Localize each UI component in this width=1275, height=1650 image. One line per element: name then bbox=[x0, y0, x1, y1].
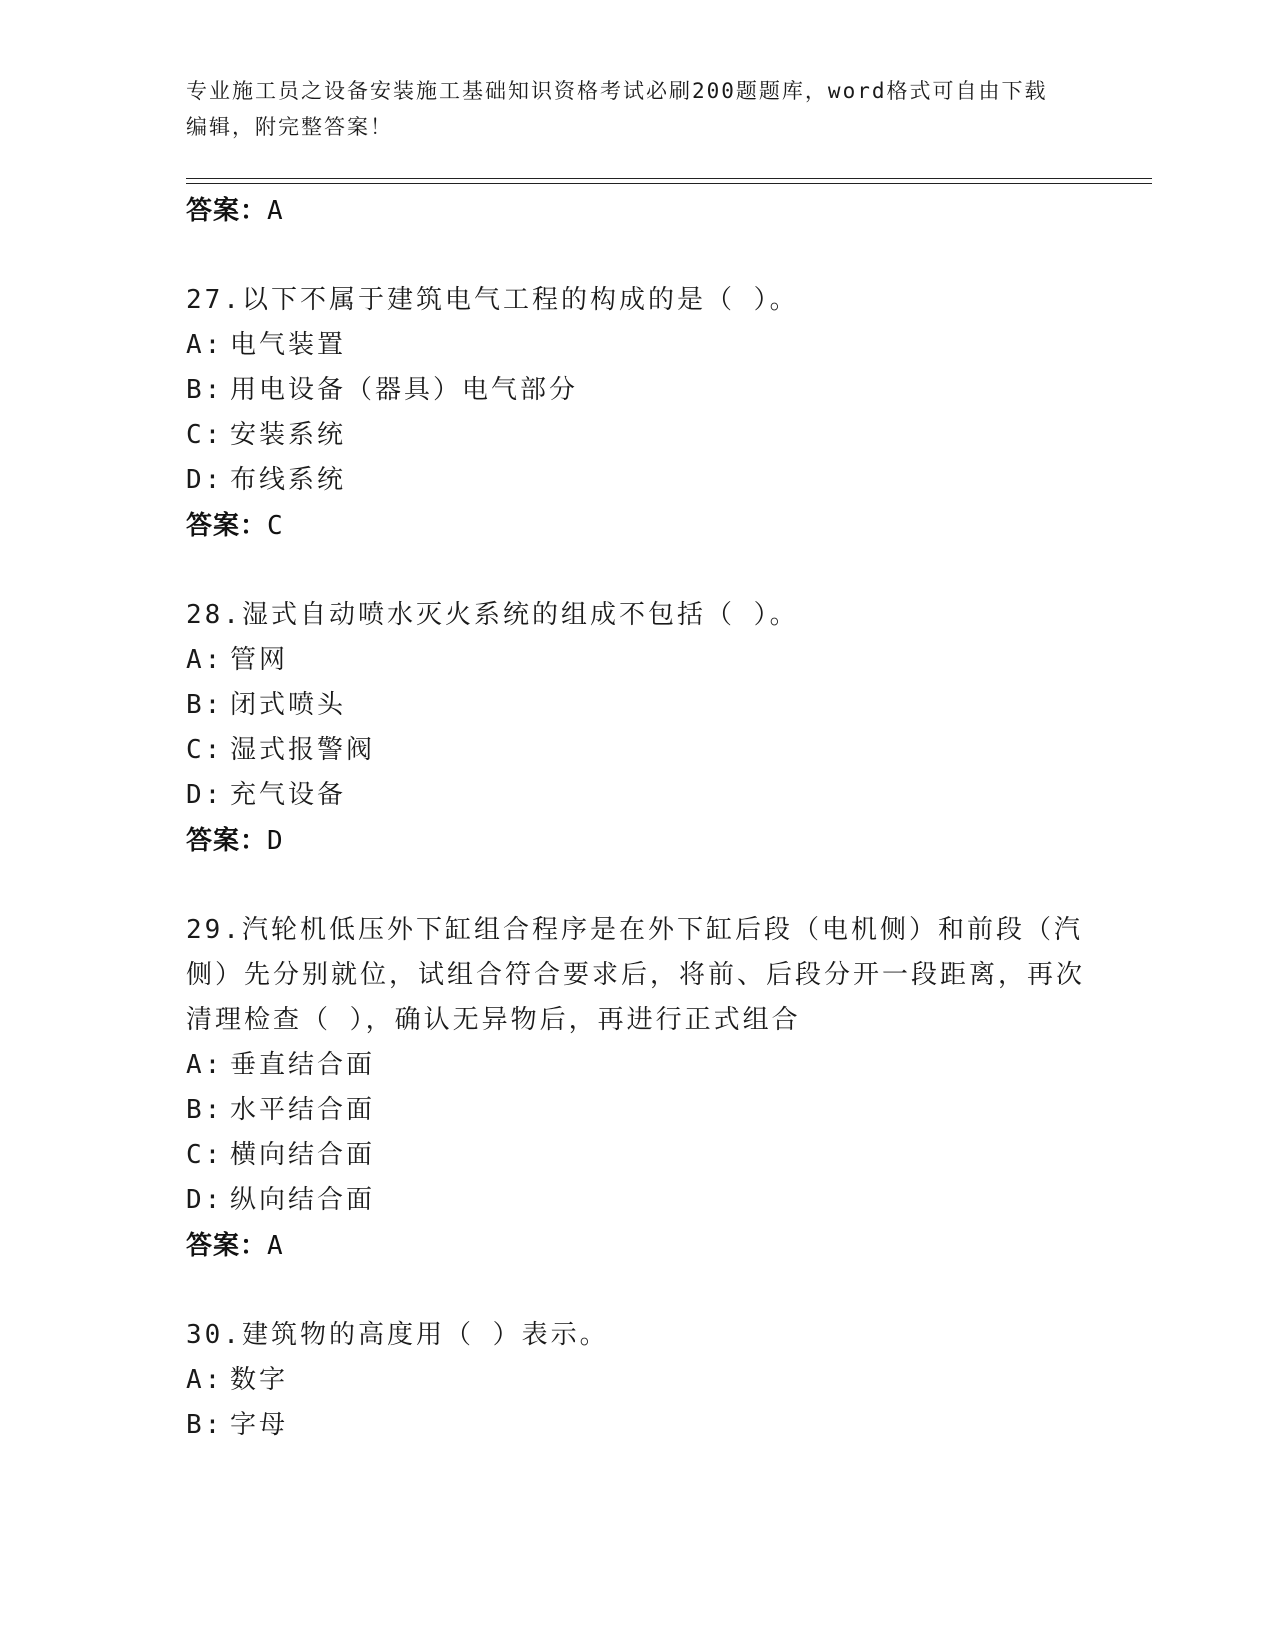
option-a: A: 电气装置 bbox=[186, 330, 347, 360]
option-a: A: 数字 bbox=[186, 1365, 289, 1395]
answer-line: 答案：A bbox=[186, 196, 284, 226]
option-c: C: 横向结合面 bbox=[186, 1140, 376, 1170]
answer-line: 答案：C bbox=[186, 511, 284, 541]
question-text: 29.汽轮机低压外下缸组合程序是在外下缸后段（电机侧）和前段（汽侧）先分别就位，试组合符合要求后，将前、后段分开一段距离，再次清理检查（ ），确认无异物后，再进行正式组合 bbox=[186, 915, 1086, 1035]
option-a: A: 垂直结合面 bbox=[186, 1050, 376, 1080]
option-d: D: 充气设备 bbox=[186, 780, 347, 810]
option-b: B: 水平结合面 bbox=[186, 1095, 376, 1125]
question-item bbox=[186, 278, 1086, 323]
option-d: D: 布线系统 bbox=[186, 465, 347, 495]
question-text: 27.以下不属于建筑电气工程的构成的是（ ）。 bbox=[186, 285, 799, 315]
option-d: D: 纵向结合面 bbox=[186, 1185, 376, 1215]
option-c: C: 湿式报警阀 bbox=[186, 735, 376, 765]
option-b: B: 闭式喷头 bbox=[186, 690, 347, 720]
option-b: B: 字母 bbox=[186, 1410, 289, 1440]
question-list bbox=[186, 188, 1086, 1448]
option-b: B: 用电设备（器具）电气部分 bbox=[186, 375, 579, 405]
answer-line: 答案：D bbox=[186, 826, 284, 856]
document-header: 专业施工员之设备安装施工基础知识资格考试必刷200题题库，word格式可自由下载编辑，附完整答案！ bbox=[186, 79, 1048, 139]
question-item bbox=[186, 1313, 1086, 1358]
header-divider-top bbox=[186, 178, 1152, 179]
question-item bbox=[186, 593, 1086, 638]
header-divider-bottom bbox=[186, 183, 1152, 184]
question-text: 28.湿式自动喷水灭火系统的组成不包括（ ）。 bbox=[186, 600, 799, 630]
answer-line: 答案：A bbox=[186, 1231, 284, 1261]
option-c: C: 安装系统 bbox=[186, 420, 347, 450]
question-item bbox=[186, 908, 1086, 1043]
option-a: A: 管网 bbox=[186, 645, 289, 675]
question-text: 30.建筑物的高度用（ ）表示。 bbox=[186, 1320, 609, 1350]
